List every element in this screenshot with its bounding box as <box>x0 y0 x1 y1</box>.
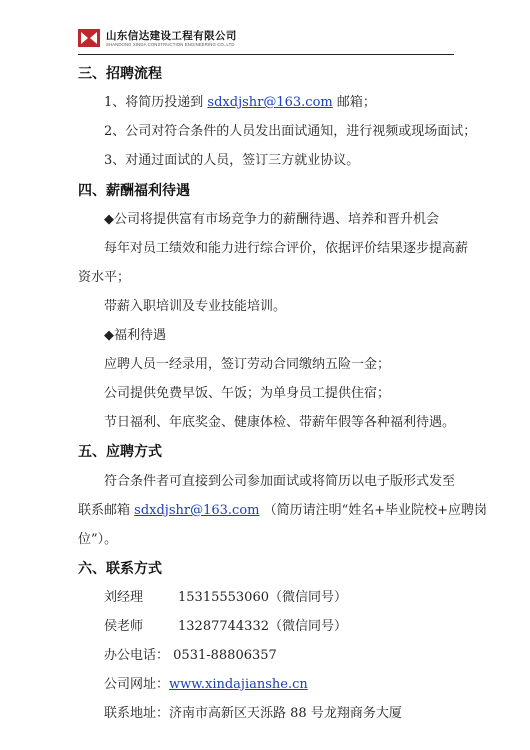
office-phone-value: 0531-88806357 <box>173 648 277 663</box>
benefit-para-2: 带薪入职培训及专业技能培训。 <box>104 299 287 314</box>
benefit-bullet-2: ◆福利待遇 <box>104 328 166 343</box>
step-1-suffix: 邮箱； <box>336 95 376 110</box>
company-name-cn: 山东信达建设工程有限公司 <box>106 30 237 42</box>
benefit-para-3: 应聘人员一经录用，签订劳动合同缴纳五险一金； <box>104 357 391 372</box>
company-logo-icon <box>78 29 100 47</box>
apply-line-2-prefix: 联系邮箱 <box>78 503 131 518</box>
contact-row-2 <box>104 619 347 635</box>
benefit-bullet-1: ◆公司将提供富有市场竞争力的薪酬待遇、培养和晋升机会 <box>104 212 439 227</box>
section-3-title: 三、招聘流程 <box>78 66 162 82</box>
address-value: 济南市高新区天泺路 88 号龙翔商务大厦 <box>169 706 402 721</box>
website-row <box>104 677 308 693</box>
benefit-para-1-line-2: 资水平； <box>78 270 131 285</box>
address-row <box>104 706 402 722</box>
step-1-prefix: 1、将简历投递到 <box>104 95 204 110</box>
benefit-para-1-line-1: 每年对员工绩效和能力进行综合评价，依据评价结果逐步提高薪 <box>104 241 469 256</box>
apply-email-link[interactable]: sdxdjshr@163.com <box>134 503 260 518</box>
process-step-1 <box>104 95 376 111</box>
apply-line-1: 符合条件者可直接到公司参加面试或将简历以电子版形式发至 <box>104 474 456 489</box>
recruit-email-link[interactable]: sdxdjshr@163.com <box>207 95 333 110</box>
contact-2-phone: 13287744332（微信同号） <box>178 619 347 634</box>
contact-1-name: 刘经理 <box>104 590 144 605</box>
apply-line-3: 位”）。 <box>78 532 118 547</box>
section-6-title: 六、联系方式 <box>78 561 162 577</box>
contact-2-name: 侯老师 <box>104 619 144 634</box>
office-phone-label: 办公电话： <box>104 648 170 663</box>
apply-line-2-suffix: （简历请注明“姓名+毕业院校+应聘岗 <box>263 503 488 518</box>
process-step-3: 3、对通过面试的人员，签订三方就业协议。 <box>104 153 360 168</box>
contact-1-phone: 15315553060（微信同号） <box>178 590 347 605</box>
header-divider <box>78 54 454 55</box>
section-4-title: 四、薪酬福利待遇 <box>78 183 190 199</box>
office-phone-row <box>104 648 277 664</box>
website-link[interactable]: www.xindajianshe.cn <box>169 677 308 692</box>
process-step-2: 2、公司对符合条件的人员发出面试通知，进行视频或现场面试； <box>104 124 477 139</box>
apply-line-2 <box>78 503 487 519</box>
benefit-para-4: 公司提供免费早饭、午饭；为单身员工提供住宿； <box>104 386 391 401</box>
company-name-en: SHANDONG XINDA CONSTRUCTION ENGINEERING CO.,LTD <box>106 42 235 47</box>
benefit-para-5: 节日福利、年底奖金、健康体检、带薪年假等各种福利待遇。 <box>104 415 456 430</box>
letterhead <box>78 26 458 56</box>
address-label: 联系地址： <box>104 706 170 721</box>
website-label: 公司网址： <box>104 677 170 692</box>
section-5-title: 五、应聘方式 <box>78 444 162 460</box>
contact-row-1 <box>104 590 347 606</box>
